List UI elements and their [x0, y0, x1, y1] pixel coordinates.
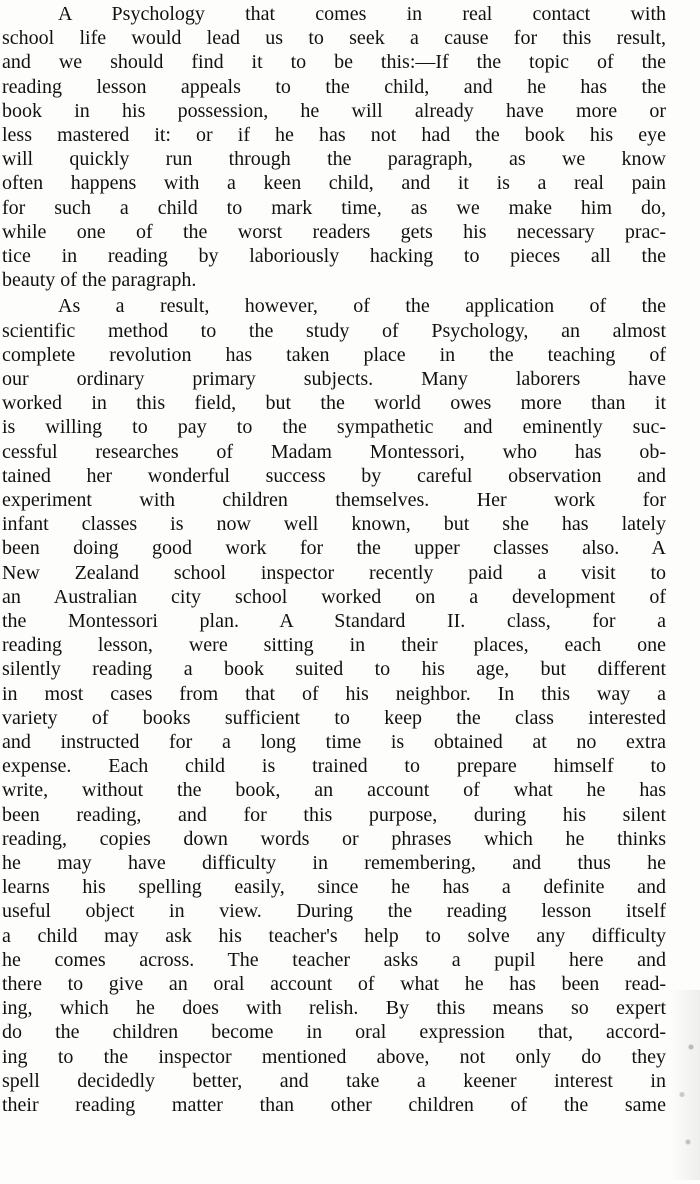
text-line: ing, which he does with relish. By this means so expert [2, 997, 666, 1020]
text-line: often happens with a keen child, and it is a real pain [2, 172, 666, 195]
text-line: their reading matter than other children of the same [2, 1094, 666, 1116]
text-line: spell decidedly better, and take a keener interest in [2, 1069, 666, 1092]
margin-stain [670, 990, 700, 1180]
text-line: variety of books sufficient to keep the class interested [2, 706, 666, 729]
text-line: is willing to pay to the sympathetic and eminently suc- [2, 416, 666, 439]
text-line: school life would lead us to seek a cause for this result, [2, 27, 666, 50]
text-line: been doing good work for the upper classes also. A [2, 537, 666, 560]
text-line: tice in reading by laboriously hacking to pieces all the [2, 245, 666, 267]
text-line: reading lesson, were sitting in their places, each one [2, 634, 666, 657]
text-line: and instructed for a long time is obtained at no extra [2, 731, 666, 753]
text-line: reading, copies down words or phrases which he thinks [2, 827, 666, 850]
text-line: reading lesson appeals to the child, and he has the [2, 75, 666, 98]
text-line: expense. Each child is trained to prepare himself to [2, 755, 666, 778]
text-line: New Zealand school inspector recently paid a visit to [2, 561, 666, 584]
text-line: he comes across. The teacher asks a pupil here and [2, 948, 666, 971]
text-line: a child may ask his teacher's help to solve any difficulty [2, 924, 666, 947]
text-line: infant classes is now well known, but she has lately [2, 513, 666, 536]
text-line: the Montessori plan. A Standard II. class, for a [2, 610, 666, 632]
text-line: A Psychology that comes in real contact with [58, 3, 666, 25]
text-line: while one of the worst readers gets his necessary prac- [2, 220, 666, 243]
text-line: tained her wonderful success by careful observation and [2, 464, 666, 487]
text-line: experiment with children themselves. Her work for [2, 489, 666, 511]
text-line: he may have difficulty in remembering, and thus he [2, 852, 666, 874]
text-line: and we should find it to be this:—If the topic of the [2, 51, 666, 74]
text-line: our ordinary primary subjects. Many laborers have [2, 368, 666, 390]
text-line: cessful researches of Madam Montessori, who has ob- [2, 440, 666, 463]
text-line: As a result, however, of the application of the [58, 295, 666, 318]
text-line: been reading, and for this purpose, during his silent [2, 803, 666, 826]
text-line: useful object in view. During the reading lesson itself [2, 900, 666, 923]
text-line: beauty of the paragraph. [2, 269, 197, 292]
text-line: an Australian city school worked on a development of [2, 585, 666, 608]
text-line: less mastered it: or if he has not had the book his eye [2, 124, 666, 146]
text-line: for such a child to mark time, as we make him do, [2, 196, 666, 219]
text-line: book in his possession, he will already have more or [2, 99, 666, 122]
text-line: learns his spelling easily, since he has a definite and [2, 876, 666, 899]
text-line: there to give an oral account of what he has been read- [2, 973, 666, 995]
text-line: scientific method to the study of Psychology, an almost [2, 319, 666, 342]
text-line: in most cases from that of his neighbor. In this way a [2, 682, 666, 705]
text-line: will quickly run through the paragraph, as we know [2, 148, 666, 171]
text-line: complete revolution has taken place in the teaching of [2, 343, 666, 366]
text-line: do the children become in oral expression that, accord- [2, 1021, 666, 1044]
text-line: write, without the book, an account of what he has [2, 779, 666, 802]
text-line: silently reading a book suited to his age, but different [2, 658, 666, 681]
text-line: worked in this field, but the world owes more than it [2, 392, 666, 415]
text-line: ing to the inspector mentioned above, not only do they [2, 1045, 666, 1068]
